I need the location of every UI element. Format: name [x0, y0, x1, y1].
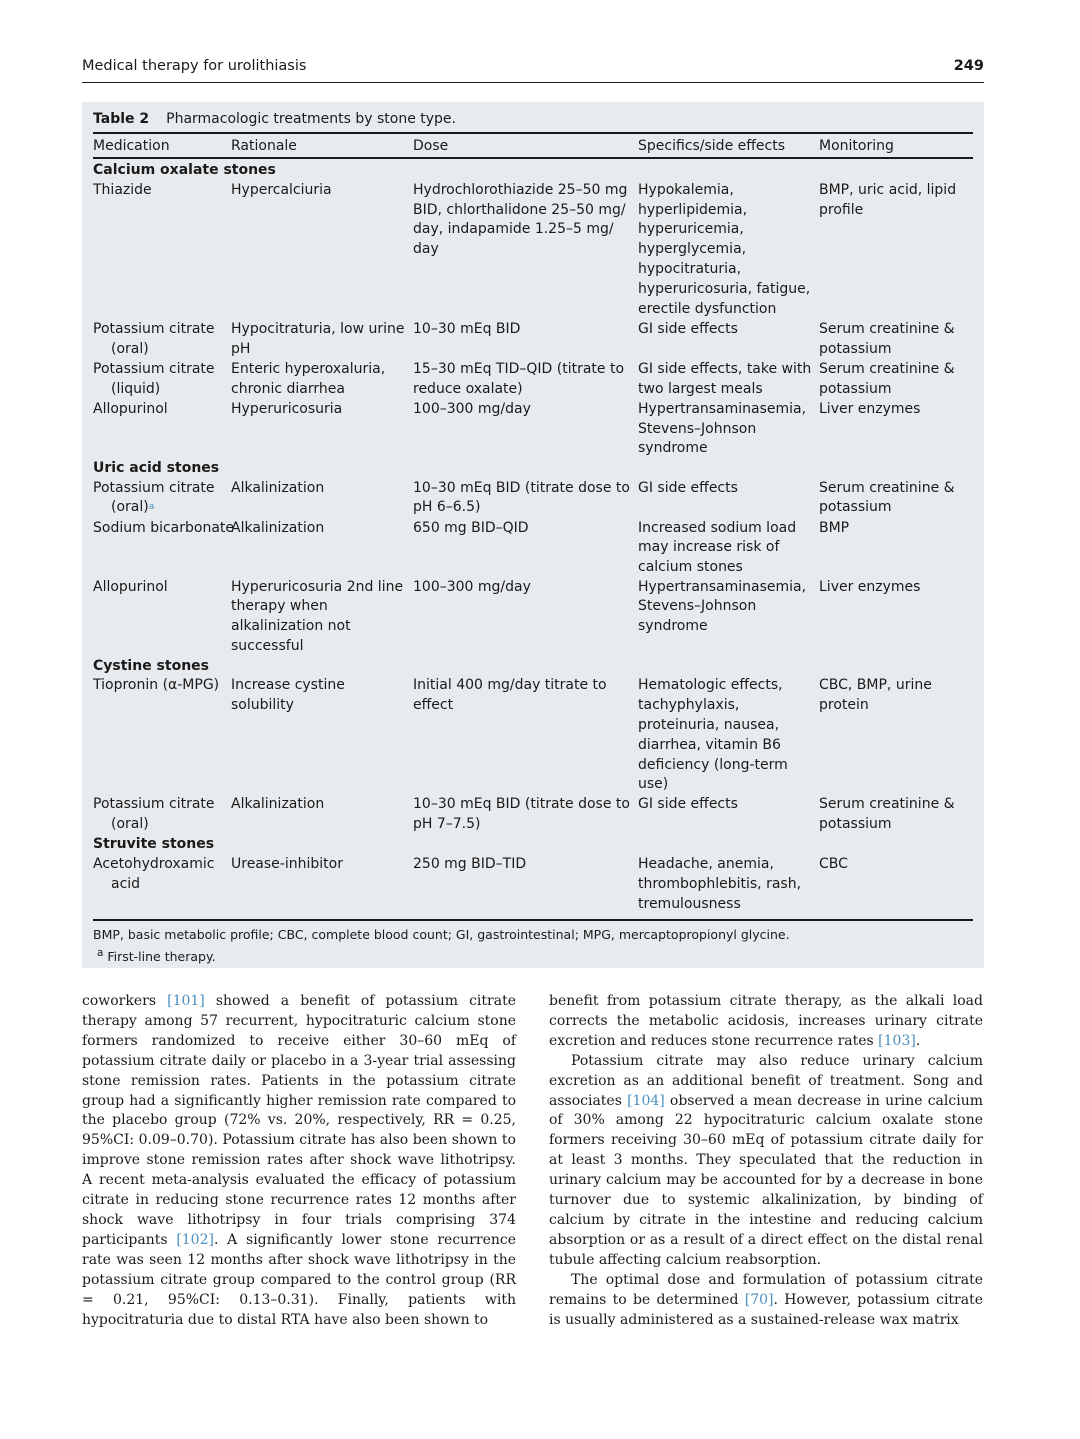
journal-title: Medical therapy for urolithiasis	[82, 58, 307, 74]
cell-monitoring: BMP	[819, 519, 850, 536]
cell-dose: 100–300 mg/day	[413, 400, 531, 417]
table-2	[82, 102, 984, 968]
header-dose: Dose	[413, 138, 449, 154]
cell-monitoring: CBC, BMP, urine protein	[819, 677, 932, 714]
body-column-left	[82, 992, 516, 1330]
header-specifics: Specifics/side effects	[638, 138, 785, 154]
table-row	[82, 795, 984, 835]
text-run: benefit from potassium citrate therapy, as the alkali load corrects the metabolic acidosis, increases urinary citrate excretion and reduces stone recurrence rates	[549, 993, 983, 1049]
cell-rationale: Hyperuricosuria 2nd line therapy when alkalinization not successful	[231, 578, 404, 654]
text-run: observed a mean decrease in urine calcium of 30% among 22 hypocitraturic calcium oxalate stone formers receiving 30–60 mEq of potassium citrate daily for at least 3 months. They speculated that the reduction in urinary calcium may be accounted for by a decrease in bone turnover due to systemic alkalinization, by binding of calcium by citrate in the intestine and reducing calcium absorption or as a result of a direct effect on the distal renal tubule affecting calcium reabsorption.	[549, 1092, 983, 1268]
cell-medication: Potassium citrate (oral)	[93, 320, 215, 357]
cell-rationale: Enteric hyperoxaluria, chronic diarrhea	[231, 360, 386, 397]
paragraph	[549, 1052, 983, 1271]
table-row	[82, 360, 984, 400]
cell-dose: Hydrochlorothiazide 25–50 mg BID, chlorthalidone 25–50 mg/ day, indapamide 1.25–5 mg/ day	[413, 181, 628, 258]
paragraph	[549, 992, 983, 1052]
cell-medication: Allopurinol	[93, 578, 168, 595]
cell-monitoring: BMP, uric acid, lipid profile	[819, 181, 957, 218]
cell-specifics: Hematologic effects, tachyphylaxis, proteinuria, nausea, diarrhea, vitamin B6 deficiency (long-term use)	[638, 677, 788, 793]
cell-rationale: Hypocitraturia, low urine pH	[231, 320, 405, 357]
cell-medication: Allopurinol	[93, 400, 168, 417]
table-row	[82, 320, 984, 360]
table-bottom-rule	[93, 919, 973, 921]
table-caption	[93, 111, 456, 127]
footnote-a	[93, 944, 790, 966]
table-header-rule	[93, 157, 973, 159]
header-monitoring: Monitoring	[819, 138, 894, 154]
cell-medication: Acetohydroxamic acid	[93, 856, 215, 892]
cell-monitoring: Serum creatinine & potassium	[819, 479, 955, 516]
cell-medication: Potassium citrate (liquid)	[93, 360, 215, 397]
cell-specifics: GI side effects	[638, 479, 738, 496]
running-head	[82, 58, 984, 80]
cell-rationale: Urease-inhibitor	[231, 856, 343, 873]
cell-monitoring: Serum creatinine & potassium	[819, 360, 955, 397]
cell-monitoring: Liver enzymes	[819, 400, 921, 417]
table-group-heading: Calcium oxalate stones	[93, 162, 276, 178]
paragraph	[549, 1271, 983, 1331]
cell-dose: 10–30 mEq BID (titrate dose to pH 6–6.5)	[413, 479, 630, 516]
table-group-heading: Uric acid stones	[93, 459, 220, 476]
cell-dose: 650 mg BID–QID	[413, 519, 529, 536]
cell-dose: 100–300 mg/day	[413, 578, 531, 595]
cell-monitoring: CBC	[819, 856, 848, 873]
text-run: . A significantly lower stone recurrence rate was seen 12 months after shock wave lithotripsy in the potassium citrate group compared to the control group (RR = 0.21, 95%CI: 0.13–0.31). Finally, patients with hypocitraturia due to distal RTA have also been shown to	[82, 1231, 516, 1328]
footnote-a-text: First-line therapy.	[107, 949, 216, 965]
table-body	[82, 161, 984, 914]
cell-dose: 10–30 mEq BID (titrate dose to pH 7–7.5)	[413, 796, 630, 833]
table-row	[82, 400, 984, 459]
cell-specifics: Hypertransaminasemia, Stevens–Johnson syndrome	[638, 578, 807, 635]
table-row	[82, 855, 984, 914]
body-column-right	[549, 992, 983, 1330]
text-run: coworkers	[82, 993, 168, 1009]
text-run: . However, potassium citrate is usually administered as a sustained-release wax matrix	[549, 1291, 983, 1328]
cell-monitoring: Serum creatinine & potassium	[819, 320, 955, 357]
cell-specifics: GI side effects	[638, 320, 738, 337]
table-top-rule	[93, 132, 973, 134]
cell-rationale: Alkalinization	[231, 796, 325, 813]
cell-rationale: Alkalinization	[231, 519, 325, 536]
cell-specifics: GI side effects	[638, 796, 738, 813]
cell-dose: 10–30 mEq BID	[413, 320, 521, 337]
cell-medication: Potassium citrate (oral)	[93, 796, 215, 833]
table-row	[82, 676, 984, 795]
cell-rationale: Increase cystine solubility	[231, 677, 345, 714]
cell-dose: 15–30 mEq TID–QID (titrate to reduce oxalate)	[413, 360, 625, 397]
cell-specifics: Headache, anemia, thrombophlebitis, rash, tremulousness	[638, 856, 802, 912]
cell-specifics: Hypokalemia, hyperlipidemia, hyperuricemia, hyperglycemia, hypocitraturia, hyperuricosuria, fatigue, erectile dysfunction	[638, 181, 811, 317]
header-rationale: Rationale	[231, 138, 297, 154]
cell-dose: 250 mg BID–TID	[413, 856, 527, 873]
cell-rationale: Hypercalciuria	[231, 181, 332, 198]
cell-specifics: Hypertransaminasemia, Stevens–Johnson syndrome	[638, 400, 807, 457]
cell-monitoring: Liver enzymes	[819, 578, 921, 595]
table-group-heading: Struvite stones	[93, 836, 215, 853]
footnote-a-marker: a	[96, 947, 104, 959]
citation-link[interactable]: [103]	[878, 1032, 916, 1049]
cell-medication: Thiazide	[93, 181, 152, 198]
cell-dose: Initial 400 mg/day titrate to effect	[413, 677, 607, 714]
cell-medication: Tiopronin (α-MPG)	[93, 677, 220, 694]
citation-link[interactable]: [104]	[627, 1092, 665, 1109]
table-row	[82, 181, 984, 320]
citation-link[interactable]: [70]	[744, 1291, 774, 1308]
footnote-abbreviations: BMP, basic metabolic profile; CBC, complete blood count; GI, gastrointestinal; MPG, mercaptopropionyl glycine.	[93, 927, 790, 942]
paragraph	[82, 992, 516, 1330]
page-number: 249	[953, 58, 984, 74]
table-row	[82, 479, 984, 519]
cell-specifics: GI side effects, take with two largest meals	[638, 360, 812, 397]
table-number: Table 2	[93, 111, 150, 127]
cell-medication: Potassium citrate (oral)$^a$	[93, 479, 215, 516]
text-run: Potassium citrate may also reduce urinary calcium excretion as an additional benefit of treatment. Song and associates	[549, 1052, 983, 1109]
table-row	[82, 578, 984, 657]
text-run: .	[915, 1032, 921, 1049]
header-medication: Medication	[93, 138, 170, 154]
citation-link[interactable]: [101]	[167, 993, 205, 1009]
text-run: The optimal dose and formulation of potassium citrate remains to be determined	[549, 1271, 983, 1308]
table-row	[82, 519, 984, 578]
text-run: showed a benefit of potassium citrate therapy among 57 recurrent, hypocitraturic calcium stone formers randomized to receive either 30–60 mEq of potassium citrate daily or placebo in a 3-year trial assessing stone remission rates. Patients in the potassium citrate group had a significantly higher remission rate compared to the placebo group (72% vs. 20%, respectively, RR = 0.25, 95%CI: 0.09–0.70). Potassium citrate has also been shown to improve stone remission rates after shock wave lithotripsy. A recent meta-analysis evaluated the efficacy of potassium citrate in reducing stone recurrence rates 12 months after shock wave lithotripsy in four trials comprising 374 participants	[82, 993, 516, 1248]
cell-specifics: Increased sodium load may increase risk of calcium stones	[638, 519, 797, 576]
cell-rationale: Hyperuricosuria	[231, 400, 343, 417]
first-line-marker: a	[148, 502, 155, 513]
cell-rationale: Alkalinization	[231, 479, 325, 496]
table-footnotes	[93, 926, 790, 966]
cell-medication: Sodium bicarbonate	[93, 519, 235, 536]
citation-link[interactable]: [102]	[176, 1231, 214, 1248]
header-rule	[82, 82, 984, 83]
table-group-heading: Cystine stones	[93, 657, 209, 674]
table-title: Pharmacologic treatments by stone type.	[166, 111, 456, 127]
cell-monitoring: Serum creatinine & potassium	[819, 796, 955, 833]
